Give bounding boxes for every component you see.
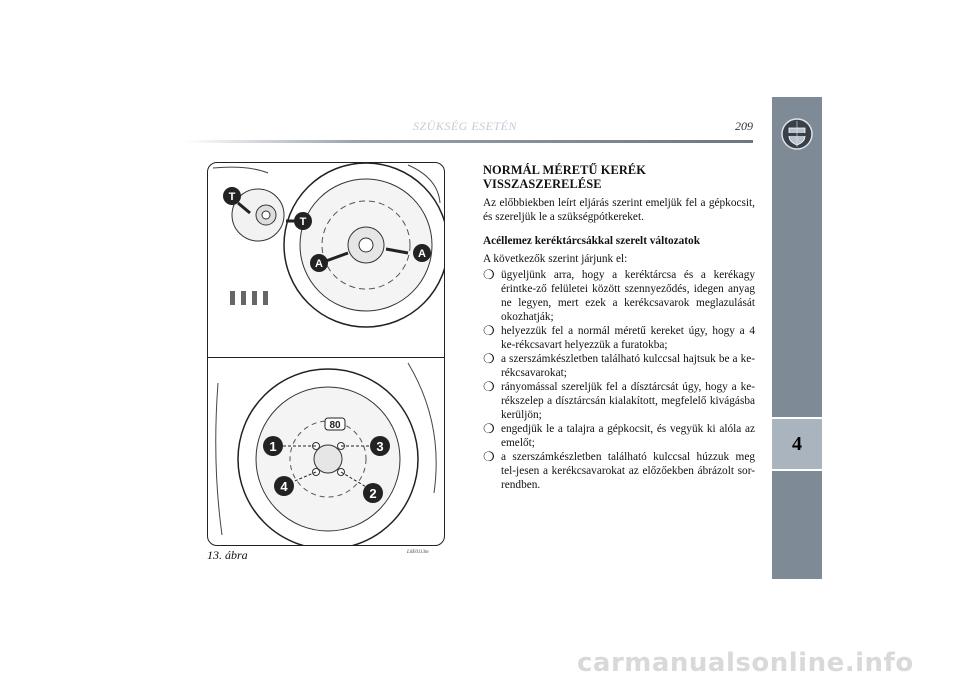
intro-paragraph: Az előbbiekben leírt eljárás szerint emeljük fel a gépkocsit, és szereljük le a szükségpótkereket.: [483, 197, 755, 223]
instruction-list: [483, 268, 755, 492]
callout-t-1: T: [228, 191, 236, 203]
list-item: [483, 422, 755, 450]
callout-t-2: T: [299, 216, 307, 228]
list-item: [483, 450, 755, 492]
figure-caption: 13. ábra: [207, 548, 248, 562]
callout-speed: 80: [329, 420, 341, 431]
lancia-shield-logo-icon: [780, 117, 814, 151]
watermark: carmanualsonline.info: [577, 648, 914, 678]
header-rule: [185, 140, 753, 143]
list-item-text: rányomással szereljük fel a dísztárcsát úgy, hogy a ke-rékszelep a dísztárcsán kialakított, megfelelő kivágásba kerüljön;: [501, 381, 755, 421]
chapter-number: 4: [772, 417, 822, 471]
bullet-circle-icon: ❍: [483, 449, 495, 464]
bullet-circle-icon: ❍: [483, 351, 495, 366]
figure-code: L0E0113m: [407, 550, 429, 555]
figure-wheel-illustration: [207, 162, 445, 546]
lead-line: A következők szerint járjunk el:: [483, 253, 628, 265]
callout-3: 3: [376, 439, 384, 454]
bullet-circle-icon: ❍: [483, 267, 495, 282]
list-item: [483, 324, 755, 352]
subheading: Acéllemez keréktárcsákkal szerelt változatok: [483, 235, 700, 247]
callout-a-1: A: [315, 258, 323, 270]
list-item-text: helyezzük fel a normál méretű kereket úgy, hogy a 4 ke-rékcsavart helyezzük a furatokba;: [501, 325, 755, 351]
list-item: [483, 352, 755, 380]
list-item: [483, 268, 755, 324]
page-number: 209: [735, 119, 753, 133]
callout-1: 1: [269, 439, 277, 454]
list-item-text: a szerszámkészletben található kulccsal hajtsuk be a ke-rékcsavarokat;: [501, 353, 755, 379]
section-title: SZÜKSÉG ESETÉN: [413, 119, 518, 133]
page-header: [393, 119, 753, 139]
list-item-text: engedjük le a talajra a gépkocsit, és vegyük ki alóla az emelőt;: [501, 423, 755, 449]
chapter-sidebar: [772, 97, 822, 579]
bullet-circle-icon: ❍: [483, 379, 495, 394]
bullet-circle-icon: ❍: [483, 421, 495, 436]
list-item-text: a szerszámkészletben található kulccsal húzzuk meg tel-jesen a kerékcsavarokat az előzőekben ábrázolt sor-rendben.: [501, 451, 755, 491]
list-item: [483, 380, 755, 422]
wheel-diagram: [208, 163, 444, 545]
callout-2: 2: [369, 486, 377, 501]
main-text: [483, 163, 755, 492]
callout-4: 4: [280, 479, 288, 494]
section-heading: NORMÁL MÉRETŰ KERÉK VISSZASZERELÉSE: [483, 163, 646, 191]
list-item-text: ügyeljünk arra, hogy a keréktárcsa és a kerékagy érintke-ző felületei között szennyeződés, idegen anyag ne legyen, mert ezek a kerékcsavarok meglazulását okozhatják;: [501, 269, 755, 323]
callout-a-2: A: [418, 248, 426, 260]
figure-divider: [208, 357, 444, 358]
bullet-circle-icon: ❍: [483, 323, 495, 338]
